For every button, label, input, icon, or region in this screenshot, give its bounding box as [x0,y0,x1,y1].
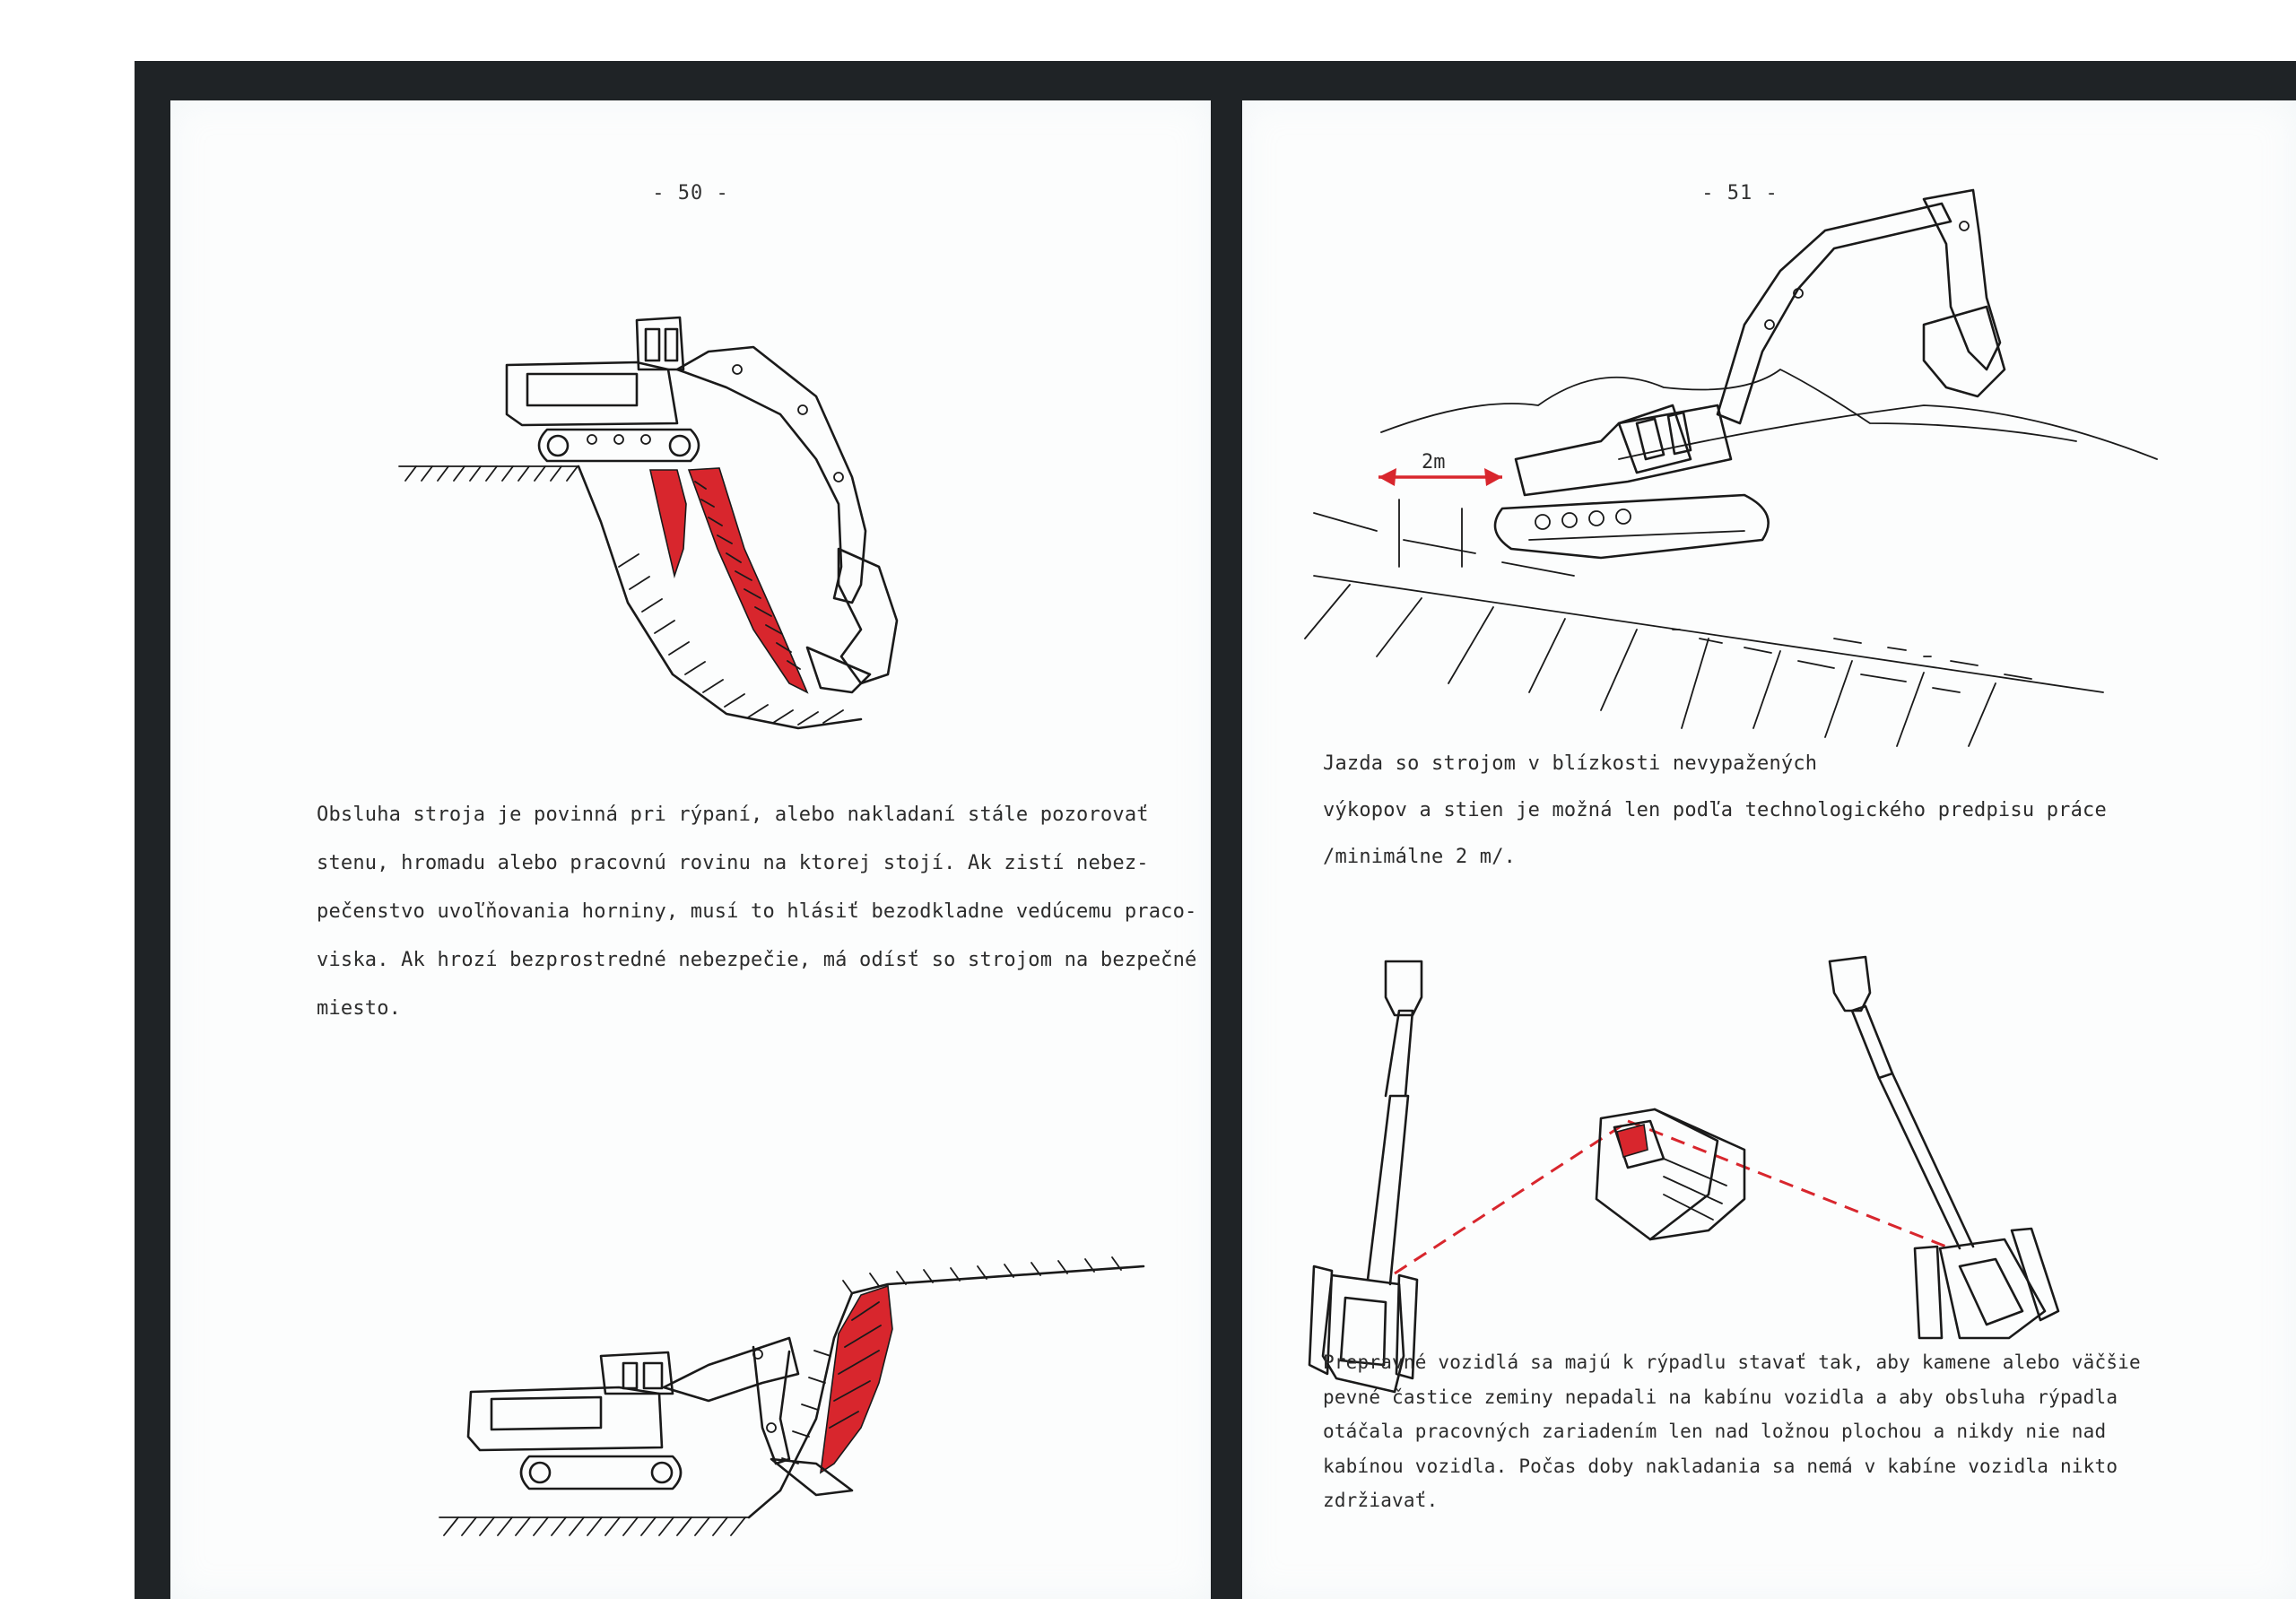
excavator-slope-illustration [170,100,1211,746]
page-left [170,100,1211,1599]
text-line: Jazda so strojom v blízkosti nevypažených [1323,752,1818,775]
page-number-right: - 51 - [1701,182,1779,204]
text-line: pečenstvo uvoľňovania horniny, musí to hlásiť bezodkladne vedúcemu praco- [317,900,1197,923]
left-paragraph [317,791,1196,1033]
text-line: otáčala pracovných zariadením len nad ložnou plochou a nikdy nie nad [1323,1421,2107,1442]
text-line: /minimálne 2 m/. [1323,846,1517,868]
loading-top-view-illustration [1242,890,2296,1356]
text-line: Prepravné vozidlá sa majú k rýpadlu stavať tak, aby kamene alebo väčšie [1323,1351,2141,1373]
book-spread [135,61,2296,1599]
text-line: stenu, hromadu alebo pracovnú rovinu na ktorej stojí. Ak zistí nebez- [317,852,1149,874]
text-line: viska. Ak hrozí bezprostredné nebezpečie, má odísť so strojom na bezpečné [317,949,1197,971]
text-line: zdržiavať. [1323,1490,1439,1511]
excavator-pit-illustration [170,1195,1211,1571]
text-line: miesto. [317,997,402,1020]
right-caption [1323,741,2220,881]
text-line: pevné častice zeminy nepadali na kabínu vozidla a aby obsluha rýpadla [1323,1386,2118,1408]
distance-label: 2m [1422,451,1446,474]
right-paragraph [1323,1345,2265,1518]
excavator-trench-distance-illustration [1242,100,2296,746]
text-line: výkopov a stien je možná len podľa technologického predpisu práce [1323,799,2107,821]
text-line: kabínou vozidla. Počas doby nakladania sa nemá v kabíne vozidla nikto [1323,1455,2118,1477]
page-right [1242,100,2296,1599]
text-line: Obsluha stroja je povinná pri rýpaní, alebo nakladaní stále pozorovať [317,804,1149,826]
page-number-left: - 50 - [652,182,729,204]
